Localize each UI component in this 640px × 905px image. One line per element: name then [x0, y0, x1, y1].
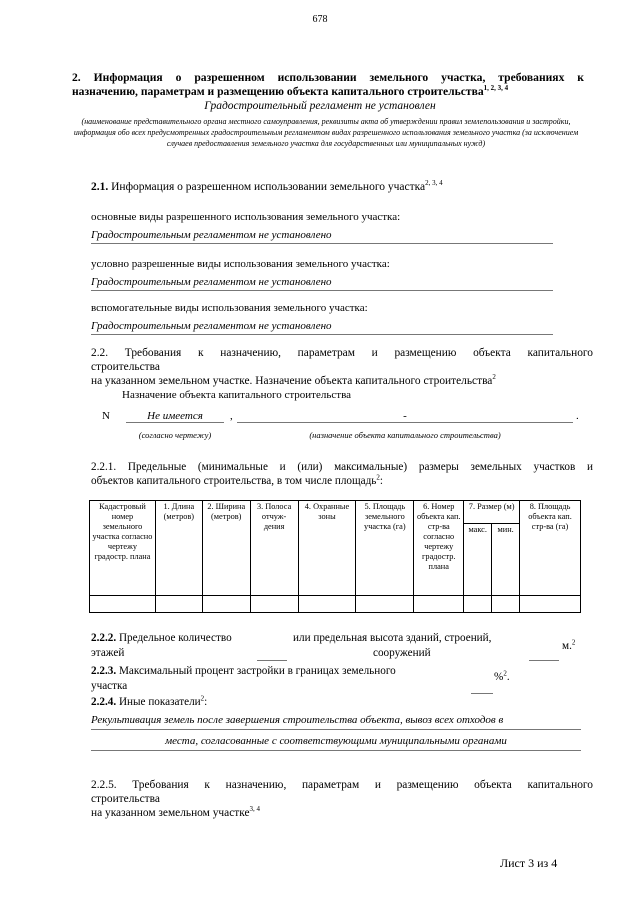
- table-cell: [202, 596, 250, 613]
- period: .: [576, 410, 579, 422]
- section-2-2-4-text: Иные показатели: [116, 696, 201, 708]
- table-header-row: [90, 501, 581, 524]
- col-size-max: макс.: [464, 524, 492, 596]
- heading-line-1: 2. Информация о разрешенном использовании земельного участка, требованиях к: [72, 71, 584, 84]
- col-protection-zones: 4. Охранные зоны: [298, 501, 356, 596]
- section-2-2-2-unit: [562, 640, 575, 652]
- object-number-value: Не имеется: [126, 410, 224, 423]
- object-purpose-value: -: [237, 410, 573, 423]
- table-cell: [492, 596, 520, 613]
- section-2-2-line-3: на указанном земельном участке. Назначение объекта капитального строительства: [91, 375, 493, 387]
- conditional-uses-value: Градостроительным регламентом не установлено: [91, 276, 553, 291]
- table-cell: [464, 596, 492, 613]
- auxiliary-uses-value: Градостроительным регламентом не установлено: [91, 320, 553, 335]
- section-2-2-5-line-2: строительства: [91, 793, 160, 805]
- section-2-2-line-1: 2.2. Требования к назначению, параметрам и размещению объекта капитального: [91, 347, 593, 359]
- section-2-2-5-footnote: 3, 4: [249, 805, 261, 814]
- col-length: 1. Длина (метров): [155, 501, 202, 596]
- section-2-2-4-number: 2.2.4.: [91, 696, 117, 708]
- section-2-2-3-line-1: [91, 665, 396, 677]
- section-2-2-3-dot: .: [506, 671, 510, 683]
- section-2-2-1-colon: :: [379, 475, 383, 487]
- table-cell: [414, 596, 464, 613]
- table-cell: [520, 596, 581, 613]
- col-exclusion-strip: 3. Полоса отчуж-дения: [250, 501, 298, 596]
- floors-label: этажей: [91, 647, 125, 659]
- structures-label: сооружений: [373, 647, 431, 659]
- main-uses-label: основные виды разрешенного использования земельного участка:: [91, 211, 401, 223]
- purpose-label: Назначение объекта капитального строительства: [122, 389, 352, 401]
- main-uses-value: Градостроительным регламентом не установлено: [91, 229, 553, 244]
- section-2-2-footnote: 2: [492, 373, 496, 382]
- section-2-1-text: Информация о разрешенном использовании земельного участка: [108, 181, 426, 193]
- section-2-2-4-title: [91, 696, 207, 708]
- table-cell: [250, 596, 298, 613]
- section-2-2-1-line-2: объектов капитального строительства, в том числе площадь: [91, 475, 377, 487]
- col-size-min: мин.: [492, 524, 520, 596]
- section-2-2-2-text-b: или предельная высота зданий, строений,: [293, 632, 492, 644]
- section-2-2-2-number: 2.2.2.: [91, 632, 117, 644]
- section-2-2-1-text: [91, 460, 593, 488]
- section-2-2-4-colon: :: [204, 696, 208, 708]
- n-label: N: [102, 410, 110, 422]
- col-size: 7. Размер (м): [464, 501, 520, 524]
- col-object-area: 8. Площадь объекта кап. стр-ва (га): [520, 501, 581, 596]
- meters-unit: м.: [562, 640, 572, 652]
- comma: ,: [230, 410, 233, 422]
- conditional-uses-label: условно разрешенные виды использования земельного участка:: [91, 258, 390, 270]
- floors-count-field: [257, 647, 287, 661]
- heading-line-2: назначению, параметрам и размещению объекта капитального строительства: [72, 85, 484, 98]
- section-2-2-1-footnote: 2: [376, 473, 380, 482]
- section-2-2-2-footnote: 2: [571, 638, 576, 647]
- auxiliary-uses-label: вспомогательные виды использования земельного участка:: [91, 302, 368, 314]
- sheet-counter: Лист 3 из 4: [500, 856, 558, 870]
- coverage-percent-field: [471, 681, 493, 694]
- object-number-caption: (согласно чертежу): [138, 430, 212, 440]
- other-indicators-line-2: места, согласованные с соответствующими муниципальными органами: [91, 735, 581, 751]
- section-2-heading: [72, 71, 584, 99]
- object-purpose-caption: (назначение объекта капитального строительства): [309, 430, 501, 440]
- section-2-2-line-2: строительства: [91, 361, 160, 373]
- section-2-2-3-number: 2.2.3.: [91, 665, 117, 677]
- table-cell: [298, 596, 356, 613]
- col-object-number: 6. Номер объекта кап. стр-ва согласно чертежу градостр. плана: [414, 501, 464, 596]
- section-2-1-number: 2.1.: [91, 181, 109, 193]
- table-cell: [155, 596, 202, 613]
- section-2-2-text: [91, 346, 593, 388]
- section-2-2-5-line-1: 2.2.5. Требования к назначению, параметрам и размещению объекта капитального: [91, 779, 593, 791]
- col-cadastral-number: Кадастровый номер земельного участка согласно чертежу градостр. плана: [90, 501, 156, 596]
- section-2-2-2-line-1: [91, 632, 232, 644]
- col-plot-area: 5. Площадь земельного участка (га): [356, 501, 414, 596]
- percent-unit: [494, 671, 510, 683]
- section-2-2-5-line-3: на указанном земельном участке: [91, 807, 250, 819]
- height-field: [529, 647, 559, 661]
- table-cell: [356, 596, 414, 613]
- table-row: [90, 596, 581, 613]
- section-2-2-2-text-a: Предельное количество: [116, 632, 232, 644]
- section-2-2-3-footnote: 2: [503, 669, 507, 678]
- plot-label: участка: [91, 680, 128, 692]
- section-2-2-3-text: Максимальный процент застройки в границах земельного: [116, 665, 396, 677]
- table-cell: [90, 596, 156, 613]
- section-2-2-5-text: [91, 778, 593, 820]
- percent-sign: %: [494, 671, 504, 683]
- page-number: 678: [312, 14, 328, 25]
- dimensions-table: [89, 500, 581, 613]
- section-2-1-footnote: 2, 3, 4: [425, 179, 443, 188]
- heading-footnote: 1, 2, 3, 4: [483, 84, 509, 93]
- other-indicators-line-1: Рекультивация земель после завершения строительства объекта, вывоз всех отходов в: [91, 714, 581, 730]
- col-width: 2. Ширина (метров): [202, 501, 250, 596]
- regulation-note: (наименование представительного органа местного самоуправления, реквизиты акта об утверждении правил землепользования и застройки, информация обо всех предусмотренных градостроительным регламентом видах разрешенного использования земельного участка (за исключением случаев предоставления земельного участка для государственных или муниципальных нужд): [73, 117, 579, 148]
- section-2-2-4-footnote: 2: [200, 694, 205, 703]
- section-2-2-1-line-1: 2.2.1. Предельные (минимальные и (или) максимальные) размеры земельных участков и: [91, 461, 593, 473]
- regulation-status: Градостроительный регламент не установлен: [204, 100, 436, 112]
- section-2-1-title: [91, 181, 443, 193]
